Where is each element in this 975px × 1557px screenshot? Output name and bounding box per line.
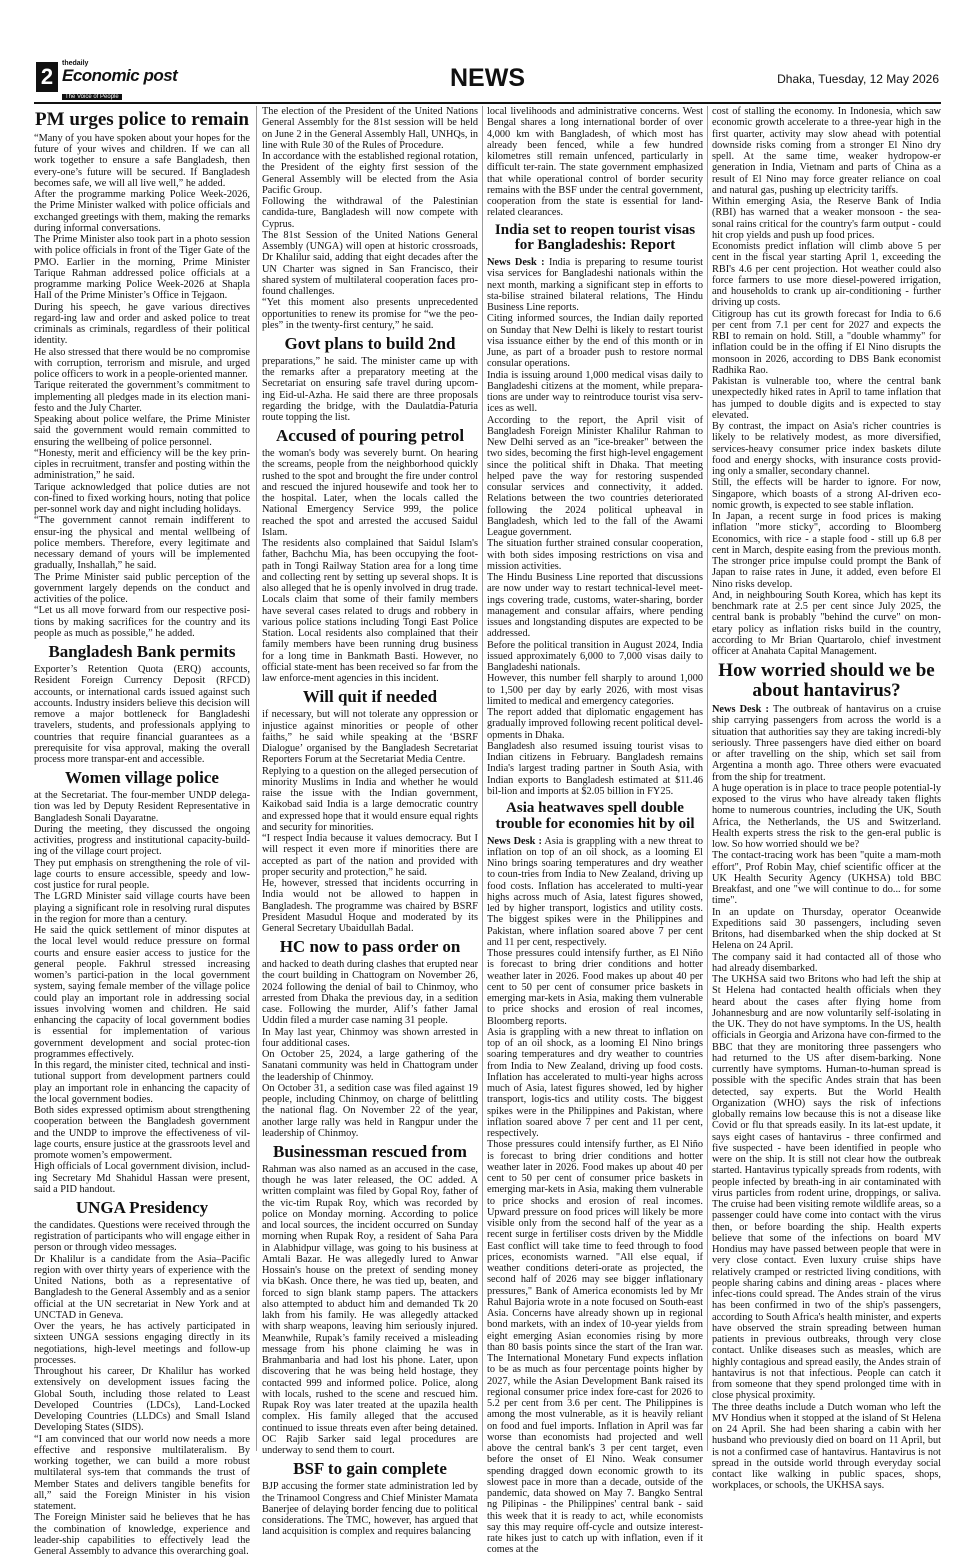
article	[34, 110, 250, 639]
article-paragraph: India is issuing around 1,000 medical visas daily to Bangladeshi citizens at the moment, while prepara-tions are under way to reintroduce tourist visa serv-ices as well.	[487, 369, 703, 415]
dateline-source: News Desk :	[487, 257, 545, 268]
article-paragraph: Citing informed sources, the Indian daily reported on Sunday that New Delhi is likely to restart tourist visa issuance either by the end of this month or in June, as part of a broader push to restore normal consular operations.	[487, 313, 703, 370]
article-paragraph: Pakistan is vulnerable too, where the central bank unexpectedly hiked rates in April to tame inflation that has jumped to double digits and is expected to stay elevated.	[712, 376, 941, 421]
article-headline: Asia heatwaves spell double trouble for economies hit by oil	[495, 800, 695, 832]
article-paragraph: “I am convinced that our world now needs a more effective and responsive multilateralism. By working together, we can build a more robust multilateral sys-tem that commands the trust of Member States and delivers tangible benefits for all,” said the Foreign Minister in his vision statement.	[34, 1433, 250, 1513]
article	[262, 1143, 478, 1456]
article-paragraph: News Desk : The outbreak of hantavirus on a cruise ship carrying passengers from across the world is a situation that authorities say they are taking incredi-bly seriously. Three passengers have died either on board or after travelling on the ship, which set sail from Argentina a month ago. Three others were evacuated from the ship for treatment.	[712, 704, 941, 783]
article-paragraph: The LGRD Minister said village courts have been playing a significant role in resolving rural disputes in the region for more than a century.	[34, 891, 250, 925]
article	[34, 769, 250, 1195]
article-paragraph: He also stressed that there would be no compromise with corruption, terrorism and misrule, and urged police officers to work in a people-oriented manner.	[34, 346, 250, 381]
article-paragraph: if necessary, but will not tolerate any oppression or injustice against minorities or people of other faiths,” he said while speaking at the ‘BSRF Dialogue’ organised by the Bangladesh Secretariat Reporters Forum at the Secretariat Media Centre.	[262, 709, 478, 766]
article-headline: Businessman rescued from	[273, 1142, 467, 1162]
column-rule	[482, 106, 483, 1451]
article-headline: Accused of pouring petrol	[275, 426, 465, 446]
article-headline: HC now to pass order on	[279, 937, 461, 957]
article-paragraph: By contrast, the impact on Asia's richer countries is likely to be relatively modest, as more diversified, services-heavy consumer price index baskets dilute food and energy shocks, with insurance costs provid-ing only a smaller, secondary channel.	[712, 421, 941, 477]
column-rule	[707, 106, 708, 1451]
article-paragraph: They put emphasis on strengthening the role of vil-lage courts to ensure accessible, speedy and low-cost justice for rural people.	[34, 857, 250, 892]
article-paragraph: News Desk : India is preparing to resume tourist visa services for Bangladeshi nationals within the next month, marking a significant step in efforts to sta-bilise strained bilateral relations, The Hindu Business Line reports.	[487, 257, 703, 313]
logo-tagline: The Voice of People	[62, 94, 122, 100]
article-paragraph: Still, the effects will be harder to ignore. For now, Singapore, which boasts of a strong AI-driven eco-nomic growth, is expected to see stable inflation.	[712, 477, 941, 511]
article-paragraph: Replying to a question on the alleged persecution of minority Muslims in India and whether he would raise the issue with the Indian government, Kaikobad said India is a large democratic country and expressed hope that it would ensure equal rights and security for minorities.	[262, 765, 478, 833]
article-paragraph: local livelihoods and administrative concerns. West Bengal shares a long international border of over 4,000 km with Bangladesh, of which most has already been fenced, while a few hundred kilometres still remain unfenced, particularly in difficult ter-rain. The state government emphasized that while operational control of border security remains with the BSF under the central government, cooperation from the state is essential for land-related clearances.	[487, 106, 703, 219]
article	[487, 106, 703, 219]
article-paragraph: In Japan, a recent surge in food prices is making inflation "more sticky", according to Bloomberg Economics, with rice - a staple food - still up 6.8 per cent in March, despite easing from the previous month. The stronger price impulse could prompt the Bank of Japan to raise rates in June, it added, even before El Nino risks develop.	[712, 511, 941, 590]
article-paragraph: Throughout his career, Dr Khalilur has worked extensively on development issues facing the Global South, including those related to Least Developed Countries (LDCs), Land-Locked Developing Countries (LLDCs) and Small Island Developing States (SIDS).	[34, 1366, 250, 1434]
dateline-source: News Desk :	[712, 704, 769, 716]
article	[262, 938, 478, 1139]
masthead	[34, 62, 941, 104]
article	[262, 335, 478, 423]
article-headline: BSF to gain complete	[293, 1459, 447, 1479]
article-paragraph: Both sides expressed optimism about strengthening cooperation between the Bangladesh government and the UNDP to improve the effectiveness of vil-lage courts, ensure justice at the grassroots level and promote women’s empowerment.	[34, 1105, 250, 1162]
article-paragraph: The 81st Session of the United Nations General Assembly (UNGA) will open at historic crossroads, Dr Khalilur said, adding that eight decades after the UN Charter was signed in San Francisco, their shared system of multilateral cooperation faces pro-found challenges.	[262, 229, 478, 297]
logo-name: Economic post	[62, 66, 178, 85]
article-paragraph: And, in neighbouring South Korea, which has kept its benchmark rate at 2.5 per cent since July 2025, the central bank is probably "behind the curve" on mon-etary policy as inflation risks build in the country, according to Mr Brian Quartarolo, chief investment officer at Anahata Capital Management.	[712, 589, 941, 657]
article-paragraph: “I respect India because it values democracy. But I will respect it even more if minorities there are accepted as part of the nation and provided with proper security and protection,” he said.	[262, 833, 478, 878]
article-paragraph: On October 25, 2024, a large gathering of the Sanatani community was held in Chattogram under the leadership of Chinmoy.	[262, 1049, 478, 1083]
article-paragraph: Following the withdrawal of the Palestinian candida-ture, Bangladesh will now compete with Cyprus.	[262, 196, 478, 230]
column-rule	[256, 106, 257, 1451]
article-headline: PM urges police to remain	[35, 109, 249, 130]
article-paragraph: He, however, stressed that incidents occurring in India would not be allowed to happen in Bangladesh. The programme was chaired by BSRF President Masudul Hoque and moderated by its General Secretary Ubaidullah Badal.	[262, 878, 478, 935]
article-paragraph: “Yet this moment also presents unprecedented opportunities to renew its promise for “we the peo-ples” in the twenty-first century,” he said.	[262, 297, 478, 331]
logo-prefix: thedaily	[62, 60, 89, 67]
article-paragraph: Speaking about police welfare, the Prime Minister said the government would remain committed to ensuring the wellbeing of police personnel.	[34, 414, 250, 448]
article-paragraph: “Let us all move forward from our respective posi-tions by making sacrifices for the country and its people as much as possible,” he added.	[34, 605, 250, 639]
article-paragraph: BJP accusing the former state administration led by the Trinamool Congress and Chief Minister Mamata Banerjee of delaying border fencing due to political considerations. The TMC, however, has argued that land acquisition is complex and requires balancing	[262, 1481, 478, 1538]
article-headline: Bangladesh Bank permits	[48, 642, 236, 662]
article-paragraph: and hacked to death during clashes that erupted near the court building in Chattogram on November 26, 2024 following the denial of bail to Chinmoy, who arrested from Dhaka the previous day, in a sedition case. Following the murder, Alif’s father Jamal Uddin filed a murder case naming 31 people.	[262, 959, 478, 1027]
article-paragraph: “Many of you have spoken about your hopes for the future of your wives and children. If we can all work together to ensure a safe Bangladesh, then every-one’s future will be secured. If Bangladesh becomes safe, we will all live well,” he added.	[34, 132, 250, 189]
article-paragraph: Within emerging Asia, the Reserve Bank of India (RBI) has warned that a weaker monsoon - the sea-sonal rains critical for the country's farm output - could hit crop yields and push up food prices.	[712, 196, 941, 241]
section-title: NEWS	[450, 64, 525, 92]
article-paragraph: Bangladesh also resumed issuing tourist visas to Indian citizens in February. Bangladesh remains India's largest trading partner in South Asia, with Indian exports to Bangladesh estimated at $11.46 bil-lion and imports at $2.05 billion in FY25.	[487, 740, 703, 797]
article-paragraph: preparations,” he said. The minister came up with the remarks after a preparatory meeting at the Secretariat on ensuring safe travel during upcom-ing Eid-ul-Azha. He said there are three proposals regarding the bridge, with the Daulatdia-Paturia route topping the list.	[262, 355, 478, 424]
article	[487, 223, 703, 798]
article-paragraph: Citigroup has cut its growth forecast for India to 6.6 per cent from 7.1 per cent for 2027 and expects the RBI to remain on hold. Still, a "double whammy" for inflation could be in the offing if El Nino disrupts the monsoon in 2026, according to DBS Bank economist Radhika Rao.	[712, 308, 941, 376]
article-paragraph: at the Secretariat. The four-member UNDP delega-tion was led by Deputy Resident Representative in Bangladesh Sonali Dayaratne.	[34, 790, 250, 824]
article-paragraph: Tarique reiterated the government’s commitment to implementing all pledges made in its election mani-festo and the July Charter.	[34, 380, 250, 414]
page-number: 2	[36, 62, 58, 92]
column-2	[262, 106, 478, 1538]
article-headline: UNGA Presidency	[75, 1198, 209, 1218]
article-paragraph: The Hindu Business Line reported that discussions are now under way to restart technical-level meet-ings covering trade, customs, water-sharing, border management and consular affairs, where pending issues and longstanding disputes are expected to be addressed.	[487, 572, 703, 640]
article-paragraph: In accordance with the established regional rotation, the President of the eighty first session of the General Assembly will be elected from the Asia Pacific Group.	[262, 151, 478, 196]
article-paragraph: Dr Khalilur is a candidate from the Asia–Pacific region with over thirty years of experience with the United Nations, both as a representative of Bangladesh to the General Assembly and as a senior official at the UN secretariat in New York and at UNCTAD in Geneva.	[34, 1253, 250, 1321]
article	[712, 106, 941, 657]
article	[262, 1460, 478, 1537]
article-paragraph: The Prime Minister said public perception of the government largely depends on the conduct and activities of the police.	[34, 571, 250, 606]
article-paragraph: The Foreign Minister said he believes that he has the combination of knowledge, experience and leader-ship capabilities to effectively lead the General Assembly to advance this overarching goal.	[34, 1512, 250, 1557]
article-paragraph: News Desk : Asia is grappling with a new threat to inflation on top of an oil shock, as a looming El Nino brings soaring temperatures and dry weather to coun-tries from India to New Zealand, driving up food costs. Inflation has accelerated to multi-year highs across much of Asia, latest figures showed, led by higher transport, logistics and utility costs. The biggest spikes were in the Philippines and Pakistan, where inflation soared above 7 per cent and 11 per cent, respectively.	[487, 835, 703, 948]
article-headline: How worried should we be about hantavirus?	[718, 660, 935, 702]
article-paragraph: the woman's body was severely burnt. On hearing the screams, people from the neighborhood quickly rushed to the spot and brought the fire under control and rescued the injured housewife and took her to the hospital. Later, when the locals called the National Emergency Service 999, the police reached the spot and arrested the accused Saidul Islam.	[262, 448, 478, 538]
article-paragraph: In this regard, the minister cited, technical and insti-tutional support from development partners could play an important role in enhancing the capacity of the local government bodies.	[34, 1060, 250, 1105]
article-paragraph: After the programme marking Police Week-2026, the Prime Minister walked with police officials and exchanged greetings with them, making the remarks during informal conversations.	[34, 189, 250, 234]
article-paragraph: “The government cannot remain indifferent to ensur-ing the physical and mental wellbeing of police members. Therefore, every legitimate and necessary demand of yours will be implemented gradually, Inshallah,” he said.	[34, 515, 250, 572]
article-paragraph: Rahman was also named as an accused in the case, though he was later released, the OC added. A written complaint was filed by Gopal Roy, father of the vic-tim Rupak Roy, which was recorded by police on Monday morning. According to police and local sources, the incident occurred on Sunday morning when Rupak Roy, a resident of Saha Para in Alabhidpur village, was going to his business at Amtali Bazar. He was allegedly lured to Anwar Hossain's house on the pretext of sending money via bKash. Once there, he was tied up, beaten, and forced to sign blank stamp papers. The attackers also attempted to abduct him and demanded Tk 20 lakh from his family. He was allegedly attacked with sharp weapons, leaving him seriously injured. Meanwhile, Rupak’s family received a misleading message from his phone claiming he was in Brahmanbaria and had lost his phone. Later, upon discovering that he was being held hostage, they contacted 999 and informed police. Police, along with locals, rushed to the scene and rescued him. Rupak Roy was later treated at the upazila health complex. His family alleged that the accused continued to issue threats even after being detained. OC Rajib Sarker said legal procedures are underway to send them to court.	[262, 1163, 478, 1457]
article-paragraph: Those pressures could intensify further, as El Niño is forecast to bring drier conditions and hotter weather later in 2026. Food makes up about 40 per cent to 50 per cent of consumer price baskets in emerging mar-kets in Asia, making them vulnerable to price shocks and erosion of real incomes. Upward pressure on food prices will likely be more visible only from the second half of the year as a recent surge in fertiliser costs driven by the Middle East conflict will take time to feed through to food prices, economists warned. "All else equal, if weather conditions deteri-orate as projected, the second half of 2026 may see bigger inflationary pressures," Bank of America economists led by Mr Rahul Bajoria wrote in a note focused on South-east Asia. Concerns have already shown up in regional bond markets, with an index of 10-year yields from eight emerging Asian economies rising by more than 80 basis points since the start of the Iran war. The International Monetary Fund expects inflation to be as much as four percentage points higher by 2027, while the Asian Development Bank raised its regional consumer price index fore-cast for 2026 to 5.2 per cent from 3.6 per cent. The Philippines is among the most vulnerable, as it is heavily reliant on food and fuel imports. Inflation in April was far worse than economists had projected and well above the central bank's 3 per cent target, even before the onset of El Nino. Weak consumer spending dragged down economic growth to its slowest pace in more than a decade, outside of the pandemic, data showed on May 7. Bangko Sentral ng Pilipinas - the Philippines' central bank - said this week that it is ready to act, while economists say this may require off-cycle and outsize interest-rate hikes just to catch up with inflation, even if it comes at the	[487, 1139, 703, 1556]
article-paragraph: Before the political transition in August 2024, India issued approximately 6,000 to 7,000 visas daily to Bangladeshi nationals.	[487, 639, 703, 673]
article-paragraph: the candidates. Questions were received through the registration of participants who will engage either in person or through video messages.	[34, 1219, 250, 1254]
article-paragraph: Over the years, he has actively participated in sixteen UNGA sessions engaging directly in its negotiations, high-level meetings and follow-up processes.	[34, 1321, 250, 1366]
article-paragraph: The report added that diplomatic engagement has gradually improved following recent political devel-opments in Dhaka.	[487, 707, 703, 741]
article-paragraph: In an update on Thursday, operator Oceanwide Expeditions said 30 passengers, including seven Britons, had disembarked when the ship docked at St Helena on 24 April.	[712, 906, 941, 952]
article-headline: Women village police	[65, 768, 219, 788]
article-paragraph: The UKHSA said two Britons who had left the ship at St Helena had contacted health officials when they heard about the cases after flying home from Johannesburg and are now voluntarily self-isolating in the UK. They do not have symptoms. In the US, health officials in Georgia and Arizona have con-firmed to the BBC that they are monitoring three passengers who had returned to the US after disem-barking. None currently have symptoms. Human-to-human spread is possible with the specific Andes strain that has been detected, say experts. But the World Health Organization (WHO) says the risk of infections globally remains low because this is not a disease like Covid or flu that spreads easily. In its lat-est update, it says eight cases of hantavirus - three confirmed and five suspected - have been identified in people who were on the ship. It is still not clear how the outbreak started. Hantavirus typically spreads from rodents, with people infected by breath-ing in air contaminated with virus particles from rodent urine, droppings, or saliva. The cruise had been visiting remote wildlife areas, so a passenger could have come into contact with the virus then, or before boarding the ship. Health experts believe that some of the infections on board MV Hondius may have passed between people that were in very close contact. Even luxury cruise ships have relatively cramped or restricted living conditions, with people sharing cabins and dining areas - places where infec-tions could spread. The Andes strain of the virus has been confirmed in two of the ship's passengers, according to South Africa's health minister, and experts have observed the strain spreading between human patients in previous outbreaks, through very close contact. Unlike diseases such as measles, which are highly contagious and spread easily, the Andes strain of hantavirus is not that infectious. People can catch it from someone that they spend prolonged time with in close physical proximity.	[712, 974, 941, 1402]
article-paragraph: A huge operation is in place to trace people potential-ly exposed to the virus who have already taken flights home to numerous countries, including the UK, South Africa, the Netherlands, the US and Switzerland. Health experts stress the risk to the gen-eral public is low. So how worried should we be?	[712, 782, 941, 851]
article-paragraph: However, this number fell sharply to around 1,000 to 1,500 per day by early 2026, with most visas limited to medical and emergency categories.	[487, 673, 703, 707]
article-paragraph: The contact-tracing work has been "quite a mam-moth effort", Prof Robin May, chief scientific officer at the UK Health Security Agency (UKHSA) told BBC Breakfast, and one "we will continue to do... for some time".	[712, 850, 941, 907]
article-paragraph: Asia is grappling with a new threat to inflation on top of an oil shock, as a looming El Nino brings soaring temperatures and dry weather to countries from India to New Zealand, driving up food costs. Inflation has accelerated to multi-year highs across much of Asia, latest figures showed, led by higher transport, logis-tics and utility costs. The biggest spikes were in the Philippines and Pakistan, where inflation soared above 7 per cent and 11 per cent, respectively.	[487, 1026, 703, 1139]
article-paragraph: The situation further strained consular cooperation, with both sides imposing restrictions on visa and mission activities.	[487, 538, 703, 572]
article-headline: India set to reopen tourist visas for Bangladeshis: Report	[494, 221, 696, 254]
article	[34, 643, 250, 765]
dateline: Dhaka, Tuesday, 12 May 2026	[777, 72, 939, 86]
article-headline: Will quit if needed	[302, 687, 438, 707]
article-paragraph: The Prime Minister also took part in a photo session with police officials in front of the Tiger Gate of the PMO. Earlier in the morning, Prime Minister Tarique Rahman addressed police officials at a programme marking Police Week-2026 at Shapla Hall of the Prime Minister’s Office in Tejgaon.	[34, 234, 250, 302]
article	[262, 427, 478, 684]
column-4	[712, 106, 941, 1492]
article-paragraph: cost of stalling the economy. In Indonesia, which saw economic growth accelerate to a three-year high in the first quarter, activity may slow ahead with potential downside risks coming from a stronger El Nino dry spell. At the same time, weaker hydropow-er generation in India, Vietnam and parts of China as a result of El Nino may force greater reliance on coal and natural gas, pushing up electricity tariffs.	[712, 106, 941, 196]
article	[34, 1199, 250, 1557]
article-paragraph: During the meeting, they discussed the ongoing activities, progress and institutional capacity-build-ing of the village court project.	[34, 823, 250, 858]
article	[712, 661, 941, 1491]
article	[487, 801, 703, 1556]
article	[262, 688, 478, 934]
article-paragraph: High officials of Local government division, includ-ing Secretary Md Shahidul Hassan were present, said a PID handout.	[34, 1161, 250, 1195]
article-paragraph: Exporter’s Retention Quota (ERQ) accounts, Resident Foreign Currency Deposit (RFCD) accounts, or international cards issued against such accounts. Industry insiders believe this decision will remove a major bottleneck for Bangladeshi travelers, students, and professionals applying to countries that require financial guarantees as a prerequisite for visa approval, making the overall process more transpar-ent and accessible.	[34, 664, 250, 766]
article-paragraph: In May last year, Chinmoy was shown arrested in four additional cases.	[262, 1026, 478, 1049]
article-paragraph: The company said it had contacted all of those who had already disembarked.	[712, 951, 941, 974]
column-1	[34, 106, 250, 1557]
article-paragraph: The election of the President of the United Nations General Assembly for the 81st session will be held on June 2 in the General Assembly Hall, UNHQs, in line with Rule 30 of the Rules of Procedure.	[262, 106, 478, 151]
article	[262, 106, 478, 331]
article-paragraph: Economists predict inflation will climb above 5 per cent in the fiscal year starting April 1, exceeding the RBI's 4.6 per cent projection. Hot weather could also force farmers to use more diesel-powered irrigation, and households to crank up air-conditioning - further driving up costs.	[712, 241, 941, 309]
article-paragraph: During his speech, he gave various directives regard-ing law and order and asked police to treat criminals as criminals, regardless of their political identity.	[34, 301, 250, 347]
article-paragraph: “Honesty, merit and efficiency will be the key prin-ciples in recruitment, transfer and posting within the administration,” he said.	[34, 447, 250, 482]
article-paragraph: He said the quick settlement of minor disputes at the local level would reduce pressure on formal courts and ensure easier access to justice for the general people. Fakhrul stressed increasing women’s partici-pation in the local government system, saying female member of the village police could play an important role in addressing social issues involving women and children. He said enhancing the capacity of local government bodies is essential for implementation of various government development and social protec-tion programmes effectively.	[34, 925, 250, 1060]
article-paragraph: Those pressures could intensify further, as El Niño is forecast to bring drier conditions and hotter weather later in 2026. Food makes up about 40 per cent to 50 per cent of consumer price baskets in emerging mar-kets in Asia, making them vulnerable to price shocks and erosion of real incomes, Bloomberg reports.	[487, 948, 703, 1027]
article-paragraph: Tarique acknowledged that police duties are not con-fined to fixed working hours, noting that police per-sonnel work day and night including holidays.	[34, 481, 250, 516]
article-headline: Govt plans to build 2nd	[284, 334, 456, 353]
dateline-source: News Desk :	[487, 835, 542, 847]
article-paragraph: On October 31, a sedition case was filed against 19 people, including Chinmoy, on charge of belittling the national flag. On November 22 of the year, another large rally was held in Rangpur under the leadership of Chinmoy.	[262, 1082, 478, 1139]
article-paragraph: The three deaths include a Dutch woman who left the MV Hondius when it stopped at the island of St Helena on 24 April. She had been sharing a cabin with her husband who previously died on board on 11 April, but is not a confirmed case of hantavirus. Hantavirus is not spread in the outside world through everyday social contact like walking in public spaces, shops, workplaces, or schools, the UKHSA says.	[712, 1401, 941, 1492]
article-paragraph: The residents also complained that Saidul Islam's father, Bachchu Mia, has been occupying the foot-path in Tongi Railway Station area for a long time and collecting rent by setting up several shops. It is also alleged that he is openly involved in drug trade. Locals claim that some of their family members have several cases related to drugs and robbery in various police stations including Tongi East Police Station. Local residents also complained that their family members have been running drug business for a long time in Bankmath Basti. However, no official state-ment has been received so far from the law enforce-ment agencies in this incident.	[262, 538, 478, 685]
column-3	[487, 106, 703, 1556]
article-paragraph: According to the report, the April visit of Bangladesh Foreign Minister Khalilur Rahman to New Delhi served as an "ice-breaker" between the two sides, becoming the first high-level engagement since the political shift in Dhaka. That meeting helped pave the way for restoring suspended consular services and connectivity, it added. Relations between the two countries deteriorated following the 2024 political upheaval in Bangladesh, which led to the fall of the Awami League government.	[487, 414, 703, 538]
